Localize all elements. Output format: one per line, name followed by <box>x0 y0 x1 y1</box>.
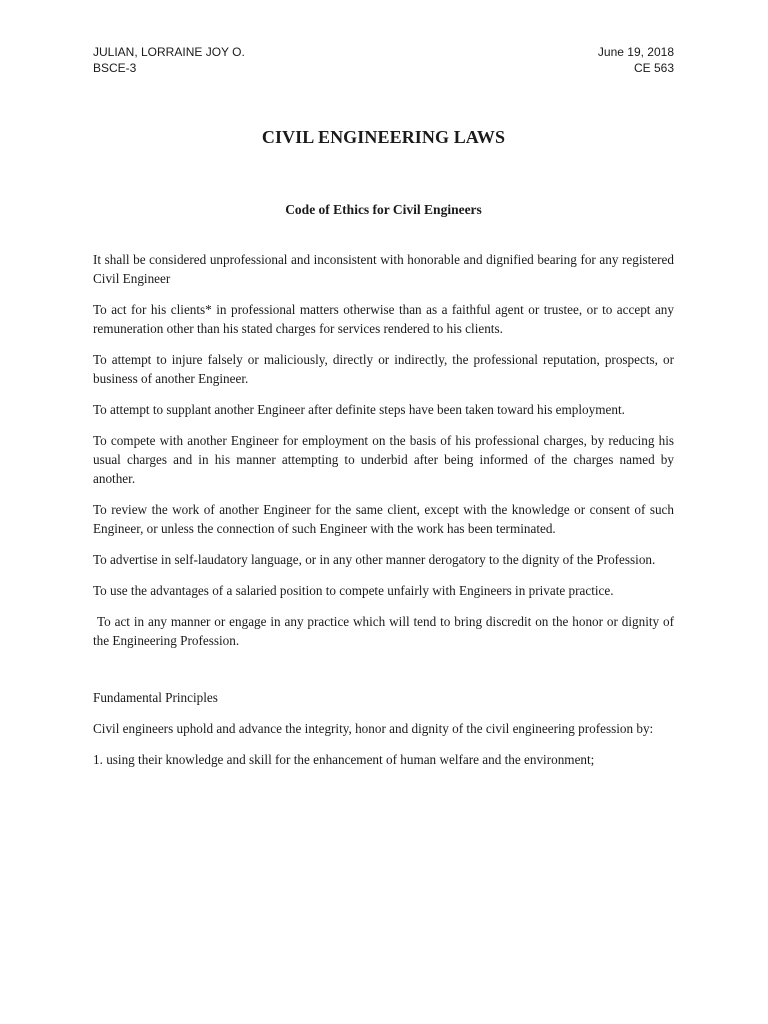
author-name: JULIAN, LORRAINE JOY O. <box>93 45 245 59</box>
section-heading-fundamental: Fundamental Principles <box>93 690 218 705</box>
paragraph-salaried: To use the advantages of a salaried position to compete unfairly with Engineers in private practice. <box>93 583 614 598</box>
paragraph-clients: To act for his clients* in professional matters otherwise than as a faithful agent or trustee, or to accept any remuneration other than his stated charges for services rendered to his clients. <box>93 302 674 336</box>
paragraph-advertise: To advertise in self-laudatory language, or in any other manner derogatory to the dignity of the Profession. <box>93 552 656 567</box>
paragraph-discredit: To act in any manner or engage in any practice which will tend to bring discredit on the honor or dignity of the Engineering Profession. <box>93 614 674 648</box>
document-header <box>93 44 674 76</box>
document-title: CIVIL ENGINEERING LAWS <box>261 127 506 147</box>
list-item: 1. using their knowledge and skill for the enhancement of human welfare and the environment; <box>93 752 595 767</box>
document-subtitle: Code of Ethics for Civil Engineers <box>285 202 482 217</box>
paragraph-fundamental-intro: Civil engineers uphold and advance the integrity, honor and dignity of the civil engineering profession by: <box>93 721 654 736</box>
document-date: June 19, 2018 <box>597 45 674 59</box>
paragraph-supplant: To attempt to supplant another Engineer after definite steps have been taken toward his employment. <box>93 402 625 417</box>
header-row-1 <box>93 44 674 60</box>
paragraph-injure: To attempt to injure falsely or maliciously, directly or indirectly, the professional reputation, prospects, or business of another Engineer. <box>93 352 674 386</box>
header-row-2 <box>93 60 674 76</box>
course-code: CE 563 <box>633 61 674 75</box>
paragraph-compete: To compete with another Engineer for employment on the basis of his professional charges, by reducing his usual charges and in his manner attempting to underbid after being informed of the charges named by another. <box>93 433 674 486</box>
paragraph-intro: It shall be considered unprofessional and inconsistent with honorable and dignified bearing for any registered Civil Engineer <box>93 252 674 286</box>
student-section: BSCE-3 <box>93 61 137 75</box>
paragraph-review: To review the work of another Engineer for the same client, except with the knowledge or consent of such Engineer, or unless the connection of such Engineer with the work has been terminated. <box>93 502 674 536</box>
document-body <box>93 250 674 781</box>
